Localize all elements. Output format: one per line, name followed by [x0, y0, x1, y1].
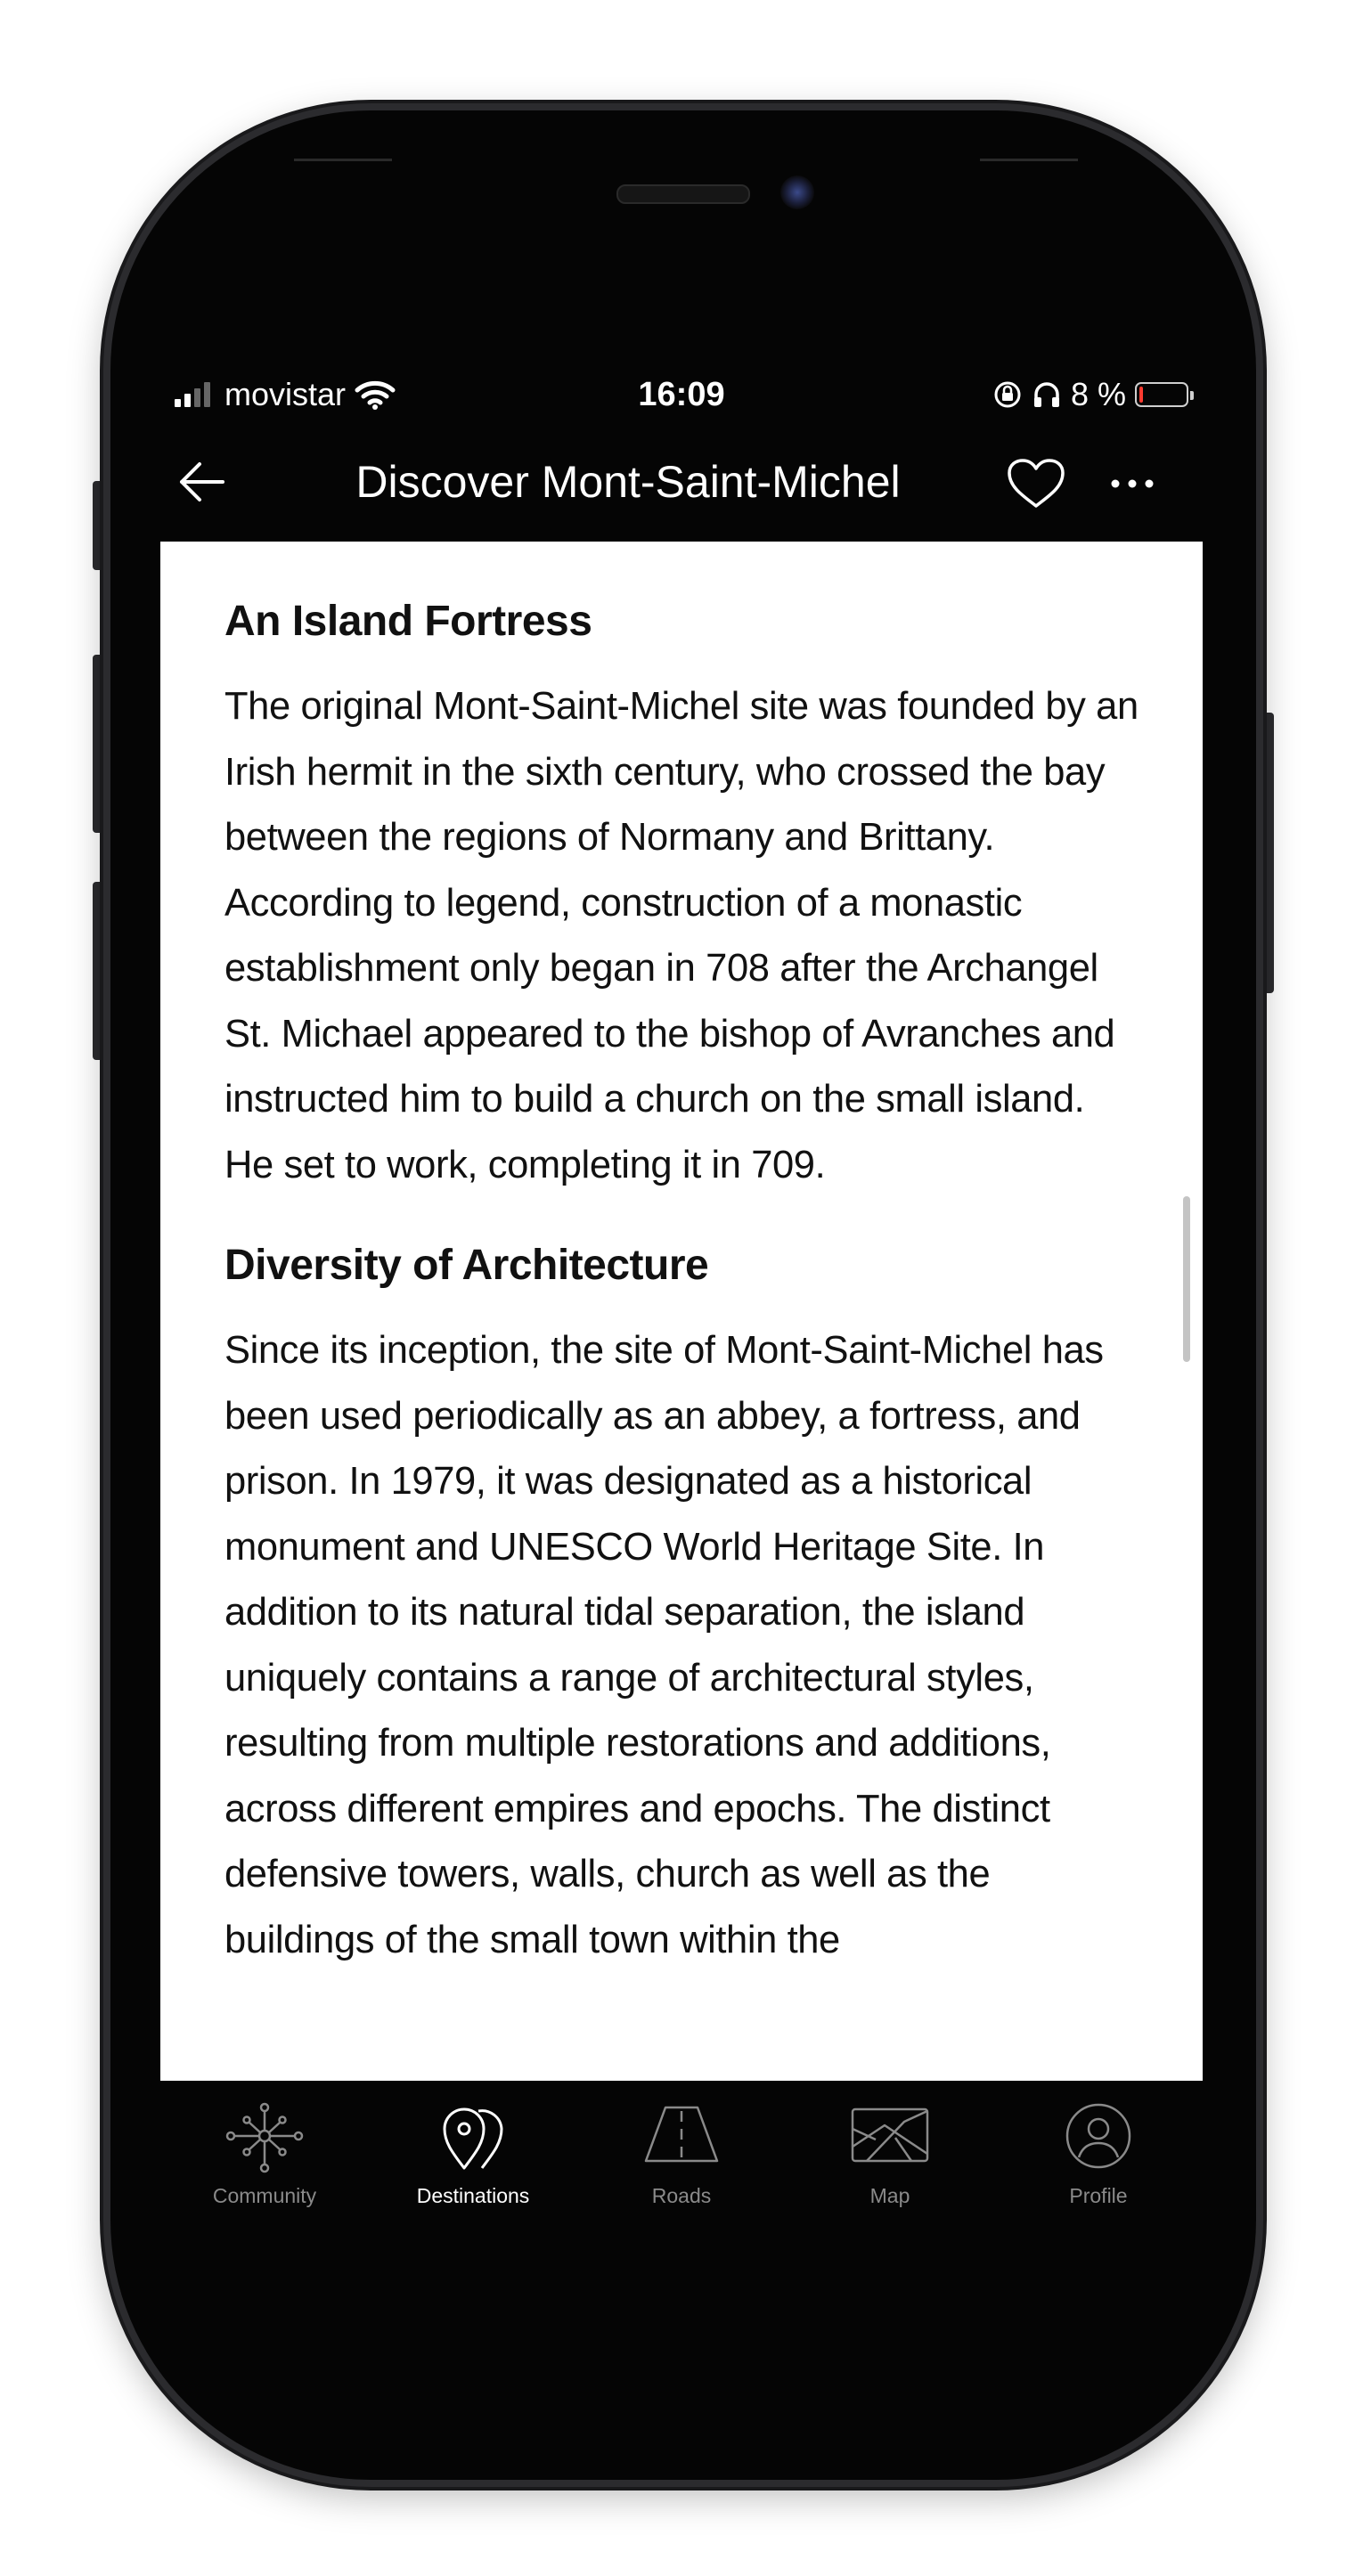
power-button	[1261, 713, 1274, 993]
tab-destinations[interactable]	[369, 2081, 577, 2241]
more-dots-icon	[1110, 478, 1155, 489]
front-camera	[780, 175, 814, 209]
headphones-icon	[1032, 379, 1062, 410]
antenna-line-right	[980, 159, 1078, 161]
arrow-left-icon	[176, 461, 226, 503]
earpiece-speaker	[616, 184, 750, 204]
tab-roads[interactable]	[577, 2081, 786, 2241]
orientation-lock-icon	[992, 379, 1023, 410]
more-options-button[interactable]	[1101, 457, 1163, 510]
section-heading-architecture: Diversity of Architecture	[224, 1242, 709, 1289]
bottom-tab-bar	[160, 2081, 1203, 2241]
cellular-signal-icon	[175, 382, 210, 407]
tab-map-label: Map	[869, 2184, 910, 2207]
status-bar	[175, 372, 1188, 417]
user-profile-icon	[1057, 2102, 1139, 2173]
navigation-header	[160, 442, 1203, 522]
article-body	[160, 542, 1203, 1973]
road-icon	[641, 2102, 722, 2173]
tab-profile[interactable]	[994, 2081, 1203, 2241]
map-icon	[849, 2102, 931, 2173]
section-text-island-fortress: The original Mont-Saint-Michel site was founded by an Irish hermit in the sixth century, who crossed the bay between the regions of Normany and Brittany. According to legend, construction of a monastic establishment only began in 708 after the Archangel St. Michael appeared to the bishop of Avranches and instructed him to build a church on the small island. He set to work, completing it in 709.	[224, 685, 1139, 1186]
heart-icon	[1006, 457, 1066, 510]
antenna-line-left	[294, 159, 392, 161]
wifi-icon	[355, 379, 396, 410]
tab-community-label: Community	[212, 2184, 317, 2207]
tab-community[interactable]	[160, 2081, 369, 2241]
destination-pins-icon	[432, 2102, 514, 2173]
tab-roads-label: Roads	[651, 2184, 712, 2207]
battery-level-fill	[1139, 387, 1143, 403]
tab-map[interactable]	[786, 2081, 994, 2241]
scrollbar-thumb[interactable]	[1183, 1196, 1190, 1362]
tab-profile-label: Profile	[1069, 2184, 1128, 2207]
network-nodes-icon	[224, 2102, 306, 2173]
article-content[interactable]	[160, 542, 1203, 2081]
battery-icon	[1135, 382, 1188, 407]
battery-percentage: 8 %	[1070, 376, 1126, 412]
status-time: 16:09	[638, 376, 725, 413]
status-right	[992, 372, 1188, 417]
section-text-architecture: Since its inception, the site of Mont-Saint-Michel has been used periodically as an abbey, a fortress, and prison. In 1979, it was designated as a historical monument and UNESCO World Heritage Site. In addition to its natural tidal separation, the island uniquely contains a range of architectural styles, resulting from multiple restorations and additions, across different empires and epochs. The distinct defensive towers, walls, church as well as the buildings of the small town within the	[224, 1329, 1104, 1961]
tab-destinations-label: Destinations	[416, 2184, 530, 2207]
back-button[interactable]	[176, 457, 226, 507]
section-heading-island-fortress: An Island Fortress	[224, 598, 592, 645]
favorite-button[interactable]	[1005, 457, 1067, 510]
page-title: Discover Mont-Saint-Michel	[355, 457, 901, 507]
status-left	[175, 372, 396, 417]
carrier-name: movistar	[224, 376, 347, 412]
